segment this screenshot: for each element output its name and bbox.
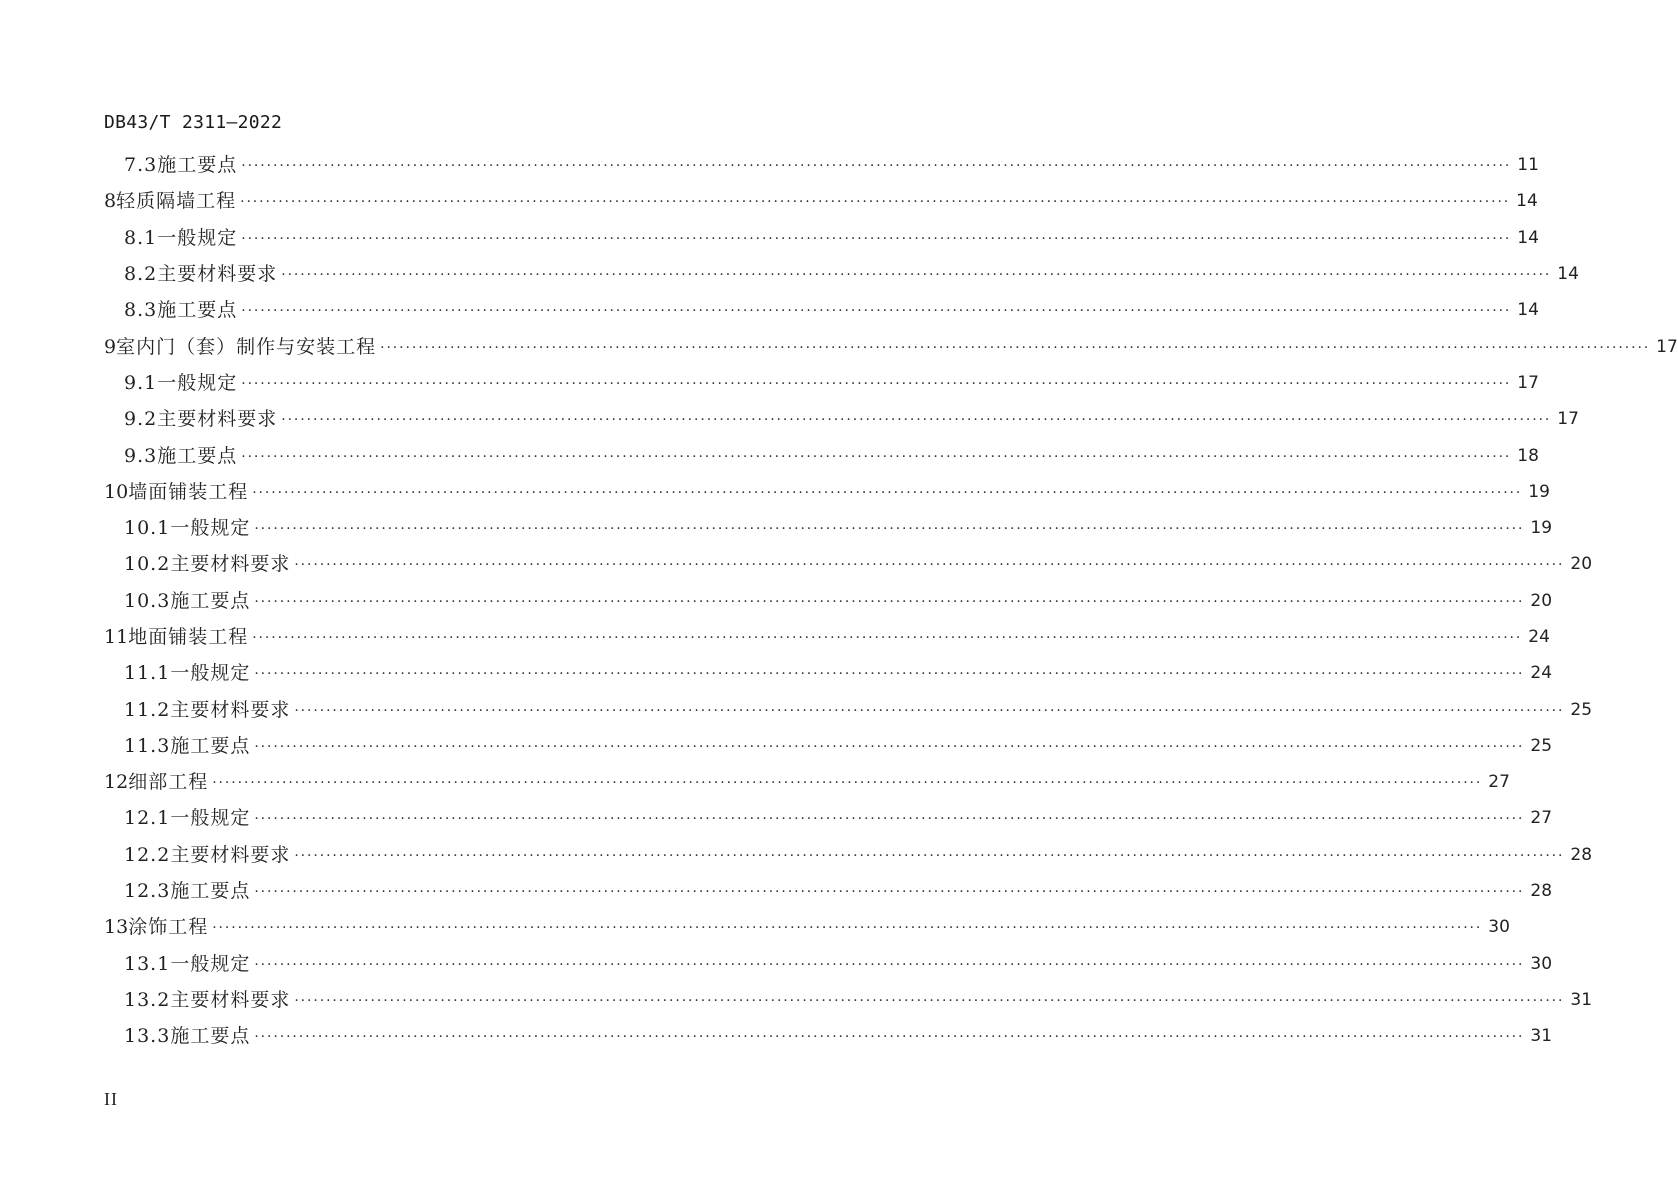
- toc-dot-leader: ········································································································································································································: [254, 666, 1525, 683]
- toc-entry-page: 31: [1570, 989, 1593, 1010]
- toc-entry-title: 施工要点: [170, 1025, 251, 1048]
- toc-entry-number: 11: [104, 626, 129, 648]
- toc-dot-leader: ········································································································································································································: [212, 775, 1483, 792]
- toc-entry-page: 18: [1517, 445, 1539, 466]
- toc-entry[interactable]: [104, 365, 1539, 401]
- toc-dot-leader: ········································································································································································································: [254, 521, 1525, 538]
- toc-dot-leader: ········································································································································································································: [294, 557, 1565, 574]
- toc-entry[interactable]: [104, 292, 1539, 328]
- toc-entry-title: 施工要点: [170, 589, 251, 612]
- toc-entry-page: 19: [1530, 518, 1553, 539]
- toc-entry-number: 13.1: [124, 952, 171, 975]
- toc-entry-page: 14: [1517, 227, 1539, 248]
- toc-dot-leader: ········································································································································································································: [241, 375, 1512, 392]
- toc-entry-title: 主要材料要求: [170, 553, 291, 576]
- toc-entry-page: 17: [1557, 409, 1579, 430]
- toc-entry-title: 一般规定: [170, 807, 251, 830]
- toc-entry-title: 涂饰工程: [128, 916, 209, 939]
- toc-entry-title: 一般规定: [157, 226, 238, 249]
- toc-entry-number: 11.2: [124, 698, 171, 721]
- toc-dot-leader: ········································································································································································································: [241, 230, 1512, 247]
- toc-entry-number: 12.2: [124, 843, 171, 866]
- toc-entry[interactable]: [104, 546, 1593, 582]
- toc-dot-leader: ········································································································································································································: [281, 412, 1552, 429]
- toc-dot-leader: ········································································································································································································: [241, 303, 1512, 320]
- toc-entry[interactable]: [104, 909, 1510, 945]
- toc-entry-page: 19: [1528, 481, 1550, 502]
- toc-entry-page: 24: [1530, 663, 1553, 684]
- toc-entry-number: 9: [104, 335, 117, 358]
- toc-entry-page: 27: [1488, 772, 1510, 793]
- toc-entry-page: 11: [1517, 155, 1539, 176]
- toc-dot-leader: ········································································································································································································: [254, 1029, 1525, 1046]
- toc-entry-number: 8.1: [124, 226, 158, 249]
- toc-entry-title: 室内门（套）制作与安装工程: [116, 335, 377, 358]
- toc-entry-title: 施工要点: [170, 880, 251, 903]
- toc-entry[interactable]: [104, 220, 1539, 256]
- toc-entry-number: 10.3: [124, 589, 171, 612]
- toc-entry[interactable]: [104, 474, 1550, 510]
- toc-entry-number: 11.1: [124, 662, 171, 685]
- toc-entry-number: 8.2: [124, 263, 158, 286]
- toc-dot-leader: ········································································································································································································: [281, 267, 1552, 284]
- toc-entry-page: 14: [1516, 191, 1538, 212]
- toc-entry-title: 施工要点: [157, 444, 238, 467]
- toc-entry-number: 13.3: [124, 1025, 171, 1048]
- toc-entry-title: 施工要点: [157, 299, 238, 322]
- toc-entry-number: 11.3: [124, 734, 171, 757]
- toc-entry-title: 墙面铺装工程: [128, 480, 249, 503]
- toc-entry-number: 10: [104, 480, 129, 503]
- toc-entry-page: 14: [1517, 300, 1539, 321]
- toc-entry-number: 10.1: [124, 517, 171, 540]
- toc-entry-page: 31: [1530, 1026, 1553, 1047]
- toc-entry-title: 细部工程: [128, 771, 209, 794]
- toc-entry[interactable]: [104, 510, 1553, 546]
- toc-entry-page: 24: [1528, 627, 1550, 647]
- toc-dot-leader: ········································································································································································································: [240, 194, 1511, 211]
- toc-entry[interactable]: [104, 256, 1579, 292]
- toc-entry-title: 地面铺装工程: [128, 626, 249, 648]
- toc-entry-number: 7.3: [124, 154, 158, 177]
- toc-dot-leader: ········································································································································································································: [252, 484, 1523, 501]
- toc-entry-page: 14: [1557, 264, 1579, 285]
- toc-entry[interactable]: [104, 764, 1510, 800]
- toc-dot-leader: ········································································································································································································: [241, 158, 1512, 175]
- toc-entry-number: 9.1: [124, 371, 158, 394]
- toc-dot-leader: ········································································································································································································: [212, 920, 1483, 937]
- toc-entry[interactable]: [104, 800, 1553, 836]
- toc-entry-page: 17: [1656, 336, 1678, 357]
- toc-entry[interactable]: [104, 147, 1539, 183]
- toc-entry-title: 施工要点: [157, 154, 238, 177]
- toc-entry-number: 8.3: [124, 299, 158, 322]
- page-number: II: [104, 1089, 118, 1109]
- toc-entry[interactable]: [104, 946, 1553, 982]
- toc-entry-number: 13: [104, 916, 129, 939]
- toc-dot-leader: ········································································································································································································: [252, 630, 1523, 646]
- toc-entry-page: 30: [1488, 917, 1510, 938]
- toc-entry[interactable]: [104, 655, 1553, 691]
- toc-entry-number: 12.1: [124, 807, 171, 830]
- toc-entry-page: 20: [1570, 554, 1593, 575]
- toc-entry[interactable]: [104, 583, 1553, 619]
- toc-entry-title: 一般规定: [170, 952, 251, 975]
- toc-dot-leader: ········································································································································································································: [294, 702, 1565, 719]
- toc-entry-page: 28: [1530, 881, 1553, 902]
- toc-entry[interactable]: [104, 728, 1553, 764]
- toc-entry-number: 13.2: [124, 988, 171, 1011]
- toc-entry-number: 8: [104, 190, 117, 213]
- toc-entry-title: 主要材料要求: [170, 843, 291, 866]
- toc-entry-number: 9.2: [124, 408, 158, 431]
- toc-entry-title: 一般规定: [170, 662, 251, 685]
- toc-dot-leader: ········································································································································································································: [254, 738, 1525, 755]
- toc-entry[interactable]: [104, 619, 1550, 655]
- toc-entry-number: 9.3: [124, 444, 158, 467]
- toc-entry-title: 施工要点: [170, 734, 251, 757]
- toc-dot-leader: ········································································································································································································: [241, 448, 1512, 465]
- toc-entry-number: 12: [104, 771, 129, 794]
- toc-entry-title: 主要材料要求: [157, 263, 278, 286]
- toc-entry[interactable]: [104, 437, 1539, 473]
- toc-entry-title: 主要材料要求: [170, 698, 291, 721]
- toc-entry-number: 12.3: [124, 880, 171, 903]
- toc-entry[interactable]: [104, 183, 1538, 219]
- toc-dot-leader: ········································································································································································································: [294, 992, 1565, 1009]
- toc-entry[interactable]: [104, 873, 1553, 909]
- toc-entry-number: 10.2: [124, 553, 171, 576]
- toc-entry-page: 25: [1530, 735, 1553, 756]
- toc-dot-leader: ········································································································································································································: [294, 847, 1565, 864]
- toc-dot-leader: ········································································································································································································: [254, 956, 1525, 973]
- document-code: DB43/T 2311—2022: [104, 112, 283, 133]
- toc-dot-leader: ········································································································································································································: [380, 339, 1651, 356]
- toc-entry-title: 主要材料要求: [170, 988, 291, 1011]
- toc-entry-page: 17: [1517, 372, 1539, 393]
- toc-entry[interactable]: [104, 1018, 1553, 1054]
- toc-entry[interactable]: [104, 982, 1593, 1018]
- toc-entry[interactable]: [104, 401, 1579, 437]
- toc-entry-title: 主要材料要求: [157, 408, 278, 431]
- toc-entry-page: 25: [1570, 699, 1593, 720]
- toc-entry-page: 30: [1530, 953, 1553, 974]
- toc-entry-page: 20: [1530, 590, 1553, 611]
- toc-entry-page: 27: [1530, 808, 1553, 829]
- toc-entry[interactable]: [104, 837, 1593, 873]
- toc-dot-leader: ········································································································································································································: [254, 811, 1525, 828]
- toc-dot-leader: ········································································································································································································: [254, 593, 1525, 610]
- table-of-contents: [104, 147, 1678, 1054]
- toc-entry[interactable]: [104, 328, 1678, 364]
- toc-entry-title: 轻质隔墙工程: [116, 190, 237, 213]
- toc-entry[interactable]: [104, 691, 1593, 727]
- toc-entry-page: 28: [1570, 844, 1593, 865]
- toc-dot-leader: ········································································································································································································: [254, 884, 1525, 901]
- toc-entry-title: 一般规定: [157, 371, 238, 394]
- toc-entry-title: 一般规定: [170, 517, 251, 540]
